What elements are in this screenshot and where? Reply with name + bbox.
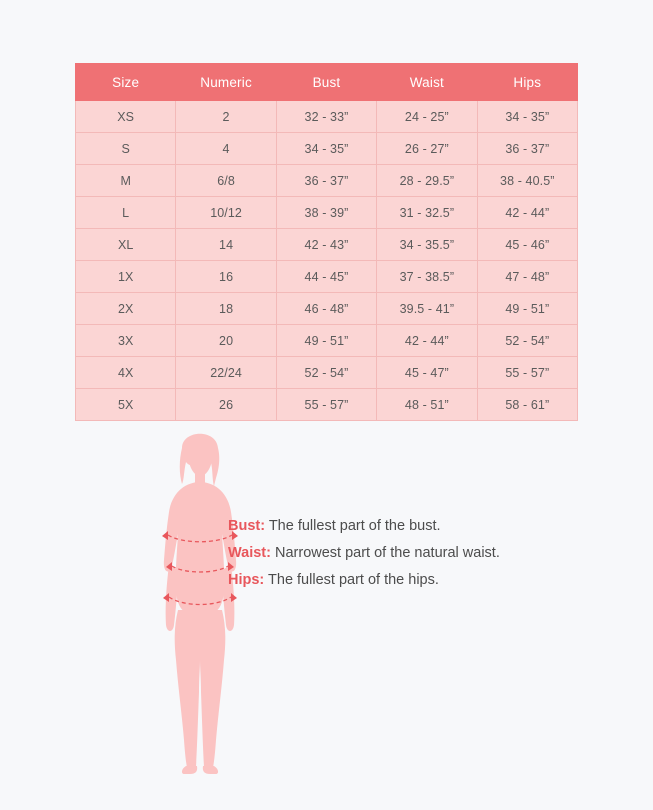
legend-item-waist [228,540,558,567]
table-header-row [76,64,578,101]
column-header-hips: Hips [477,64,577,101]
table-row [76,101,578,133]
table-row [76,325,578,357]
cell-hips: 45 - 46” [477,229,577,261]
cell-bust: 52 - 54” [276,357,376,389]
cell-waist: 42 - 44” [377,325,477,357]
column-header-bust: Bust [276,64,376,101]
size-chart-body [76,101,578,421]
table-row [76,133,578,165]
cell-size: 4X [76,357,176,389]
cell-numeric: 4 [176,133,276,165]
cell-hips: 55 - 57” [477,357,577,389]
cell-hips: 58 - 61” [477,389,577,421]
measurement-guide [0,405,653,795]
column-header-size: Size [76,64,176,101]
size-chart-table [75,63,578,421]
cell-size: 5X [76,389,176,421]
cell-waist: 28 - 29.5” [377,165,477,197]
cell-size: M [76,165,176,197]
cell-size: 2X [76,293,176,325]
size-chart-container [75,63,578,421]
cell-hips: 47 - 48” [477,261,577,293]
cell-numeric: 18 [176,293,276,325]
cell-numeric: 20 [176,325,276,357]
cell-waist: 37 - 38.5” [377,261,477,293]
cell-hips: 49 - 51” [477,293,577,325]
cell-size: XL [76,229,176,261]
cell-size: 1X [76,261,176,293]
legend-text-waist: Narrowest part of the natural waist. [270,545,500,561]
cell-bust: 36 - 37” [276,165,376,197]
cell-bust: 38 - 39” [276,197,376,229]
legend-label-hips: Hips: [228,572,265,588]
cell-size: L [76,197,176,229]
cell-size: S [76,133,176,165]
cell-waist: 26 - 27” [377,133,477,165]
cell-bust: 55 - 57” [276,389,376,421]
table-row [76,261,578,293]
cell-numeric: 22/24 [176,357,276,389]
column-header-waist: Waist [377,64,477,101]
legend-label-waist: Waist: [228,545,271,561]
legend-item-bust [228,513,558,540]
cell-bust: 42 - 43” [276,229,376,261]
bust-arrow-left [162,531,168,540]
cell-size: XS [76,101,176,133]
cell-bust: 49 - 51” [276,325,376,357]
cell-bust: 46 - 48” [276,293,376,325]
cell-bust: 32 - 33” [276,101,376,133]
column-header-numeric: Numeric [176,64,276,101]
cell-size: 3X [76,325,176,357]
table-row [76,293,578,325]
legend-item-hips [228,567,558,594]
cell-hips: 36 - 37” [477,133,577,165]
size-chart-head [76,64,578,101]
cell-numeric: 6/8 [176,165,276,197]
cell-numeric: 2 [176,101,276,133]
cell-waist: 31 - 32.5” [377,197,477,229]
cell-numeric: 26 [176,389,276,421]
female-body-illustration [120,420,280,780]
legend-text-bust: The fullest part of the bust. [265,518,441,534]
cell-hips: 52 - 54” [477,325,577,357]
cell-waist: 39.5 - 41” [377,293,477,325]
cell-hips: 38 - 40.5” [477,165,577,197]
cell-waist: 34 - 35.5” [377,229,477,261]
measurement-legend [228,513,558,594]
cell-bust: 34 - 35” [276,133,376,165]
cell-hips: 42 - 44” [477,197,577,229]
table-row [76,357,578,389]
cell-numeric: 14 [176,229,276,261]
cell-waist: 48 - 51” [377,389,477,421]
cell-bust: 44 - 45” [276,261,376,293]
cell-numeric: 10/12 [176,197,276,229]
table-row [76,165,578,197]
cell-waist: 24 - 25” [377,101,477,133]
legend-text-hips: The fullest part of the hips. [264,572,439,588]
table-row [76,197,578,229]
cell-numeric: 16 [176,261,276,293]
cell-hips: 34 - 35” [477,101,577,133]
legend-label-bust: Bust: [228,518,266,534]
table-row [76,229,578,261]
cell-waist: 45 - 47” [377,357,477,389]
